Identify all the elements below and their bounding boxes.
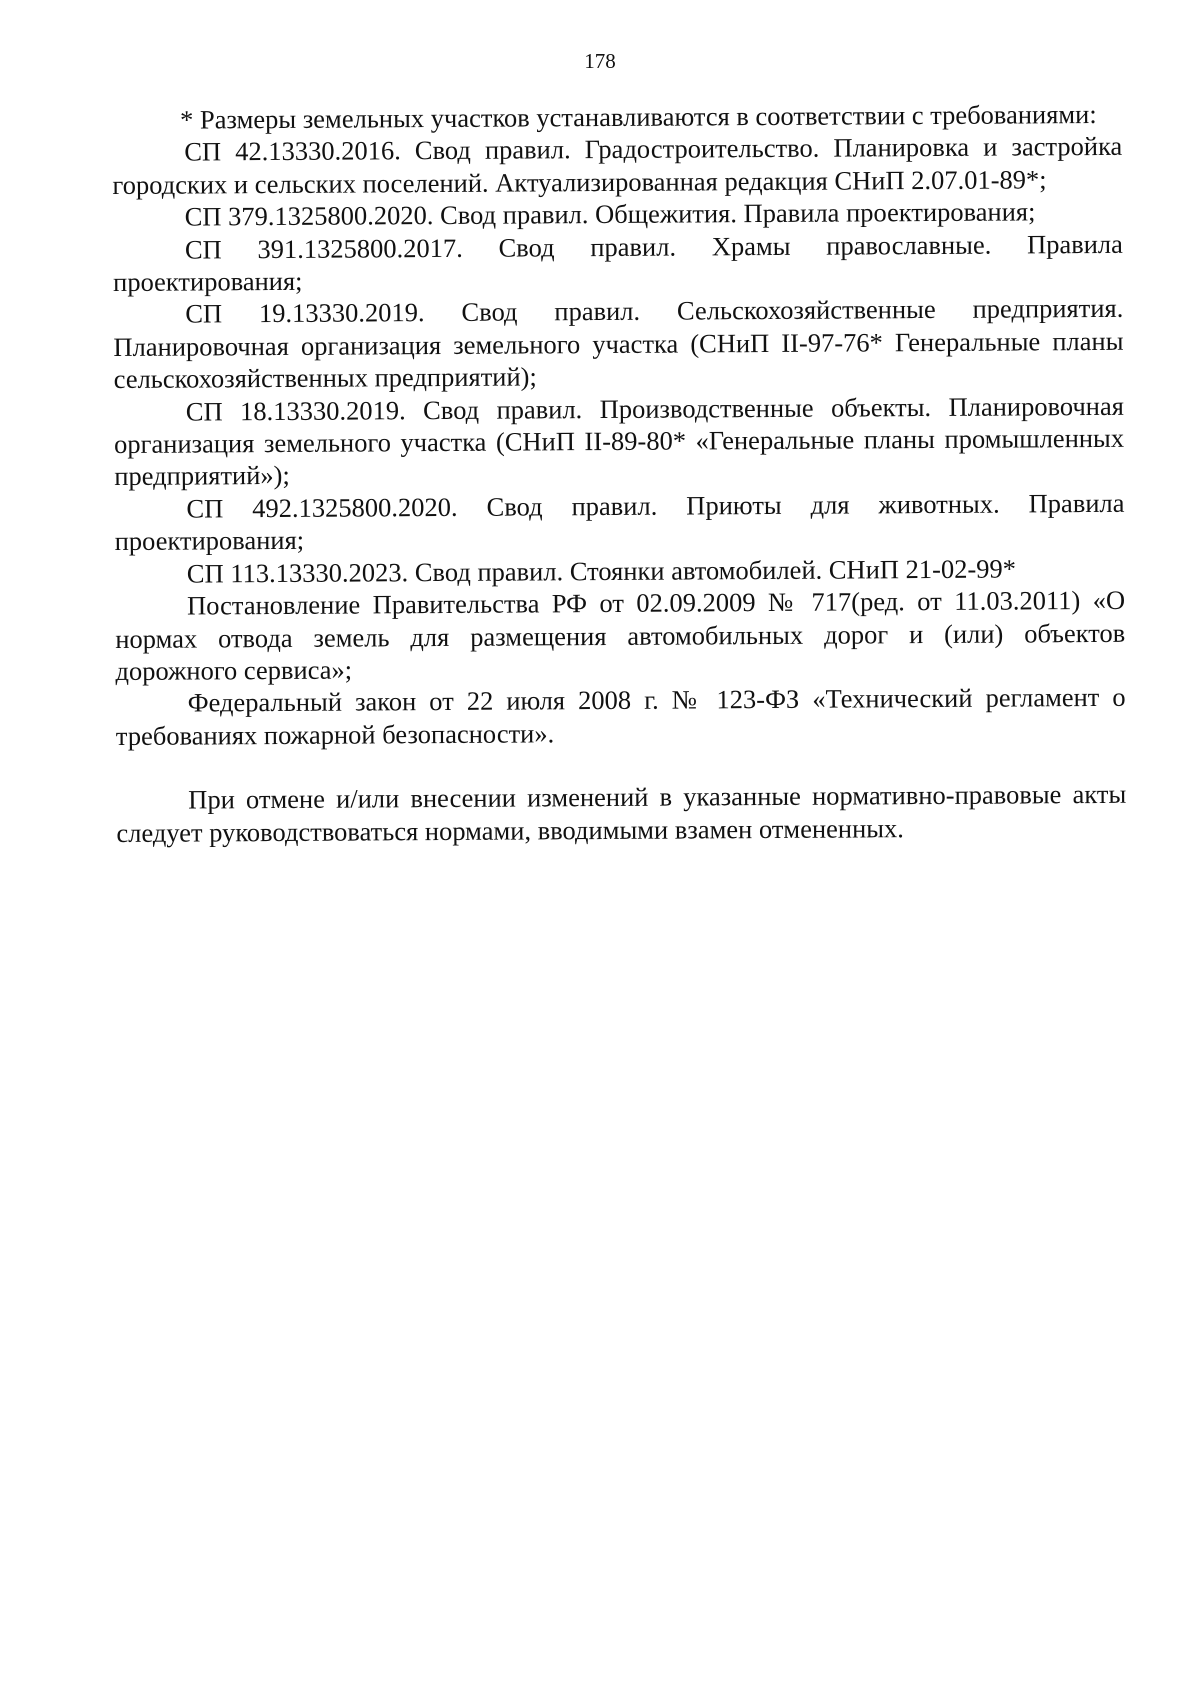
paragraph-land-plot-sizes: * Размеры земельных участков устанавливаются в соответствии с требованиями: xyxy=(180,98,1097,135)
paragraph-sp-113: СП 113.13330.2023. Свод правил. Стоянки автомобилей. СНиП 21-02-99* xyxy=(186,553,1017,589)
paragraph-closing-note: При отмене и/или внесении изменений в указанные нормативно-правовые акты следует руководствоваться нормами, вводимыми взамен отмененных. xyxy=(116,778,1127,848)
paragraph-sp-18: СП 18.13330.2019. Свод правил. Производственные объекты. Планировочная организация земельного участка (СНиП II-89-80* «Генеральные планы промышленных предприятий»); xyxy=(113,390,1125,492)
paragraph-federal-law: Федеральный закон от 22 июля 2008 г. № 123-ФЗ «Технический регламент о требованиях пожарной безопасности». xyxy=(115,682,1126,751)
paragraph-government-decree: Постановление Правительства РФ от 02.09.2009 № 717(ред. от 11.03.2011) «О нормах отвода земель для размещения автомобильных дорог и (или) объектов дорожного сервиса»; xyxy=(115,584,1126,686)
paragraph-sp-42: СП 42.13330.2016. Свод правил. Градостроительство. Планировка и застройка городских и сельских поселений. Актуализированная редакция СНиП 2.07.01-89*; xyxy=(112,131,1123,200)
page-number: 178 xyxy=(584,49,616,73)
paragraph-sp-391: СП 391.1325800.2017. Свод правил. Храмы православные. Правила проектирования; xyxy=(112,228,1123,298)
paragraph-sp-379: СП 379.1325800.2020. Свод правил. Общежития. Правила проектирования; xyxy=(184,196,1036,232)
paragraph-sp-19: СП 19.13330.2019. Свод правил. Сельскохозяйственные предприятия. Планировочная организация земельного участка (СНиП II-97-76* Генеральные планы сельскохозяйственных предприятий); xyxy=(113,293,1124,395)
document-body xyxy=(112,98,1127,849)
paragraph-sp-492: СП 492.1325800.2020. Свод правил. Приюты для животных. Правила проектирования; xyxy=(114,487,1125,557)
